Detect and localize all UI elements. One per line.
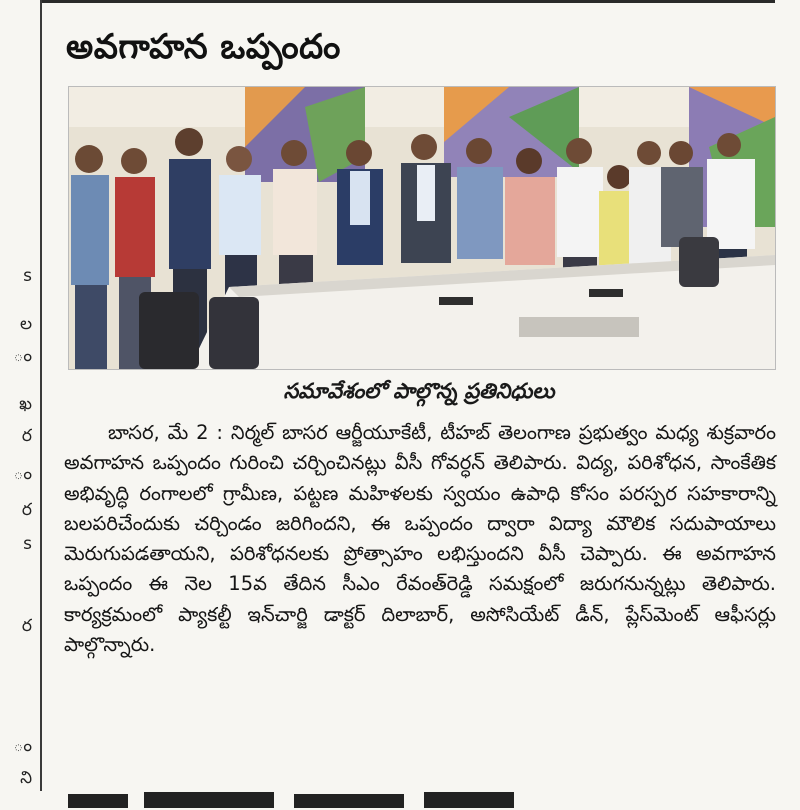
article-body xyxy=(64,418,776,660)
fragment-char: ల xyxy=(19,314,32,334)
group-photo-illustration xyxy=(69,87,775,369)
fragment-char: ని xyxy=(20,768,32,788)
fragment-char: s xyxy=(23,534,32,554)
fragment-char: ఖ xyxy=(19,394,32,414)
fragment-char: ర xyxy=(21,616,32,636)
dateline: బాసర, మే 2 : xyxy=(108,421,231,444)
news-photo xyxy=(68,86,776,370)
fragment-char: ం xyxy=(13,346,32,366)
photo-caption: సమావేశంలో పాల్గొన్న ప్రతినిధులు xyxy=(283,379,555,403)
fragment-char: ం xyxy=(13,736,32,756)
top-rule xyxy=(40,0,775,3)
column-divider xyxy=(40,0,42,791)
next-article-headline-cropped xyxy=(64,770,584,810)
fragment-char: ం xyxy=(13,464,32,484)
cropped-headline-glyphs xyxy=(64,770,584,810)
adjacent-column-fragment xyxy=(0,0,38,791)
article-text: నిర్మల్ బాసర ఆర్జీయూకేటీ, టీహబ్ తెలంగాణ ప్రభుత్వం మధ్య శుక్రవారం అవగాహన ఒప్పందం గురించి చర్చించినట్లు వీసీ గోవర్ధన్ తెలిపారు. విద్య, పరిశోధన, సాంకేతిక అభివృద్ధి రంగాలలో గ్రామీణ, పట్టణ మహిళలకు స్వయం ఉపాధి కోసం పరస్పర సహకారాన్ని బలపరిచేందుకు చర్చిండం జరిగిందని, ఈ ఒప్పందం ద్వారా విద్యా మౌలిక సదుపాయాలు మెరుగుపడతాయని, పరిశోధనలకు ప్రోత్సాహం లభిస్తుందని వీసీ చెప్పారు. ఈ అవగాహన ఒప్పందం ఈ నెల 15వ తేదిన సీఎం రేవంత్‌రెడ్డి సమక్షంలో జరుగనున్నట్లు తెలిపారు. కార్యక్రమంలో ప్యాకల్టీ ఇన్‌చార్జి డాక్టర్ దిలాబార్, అసోసియేట్ డీన్, ప్లేస్‌మెంట్ ఆఫీసర్లు పాల్గొన్నారు. xyxy=(64,421,776,657)
article-paragraph xyxy=(64,418,776,660)
fragment-char: ర xyxy=(21,426,32,446)
fragment-char: ర xyxy=(21,500,32,520)
article-headline: అవగాహన ఒప్పందం xyxy=(66,27,341,67)
fragment-char: s xyxy=(23,266,32,286)
